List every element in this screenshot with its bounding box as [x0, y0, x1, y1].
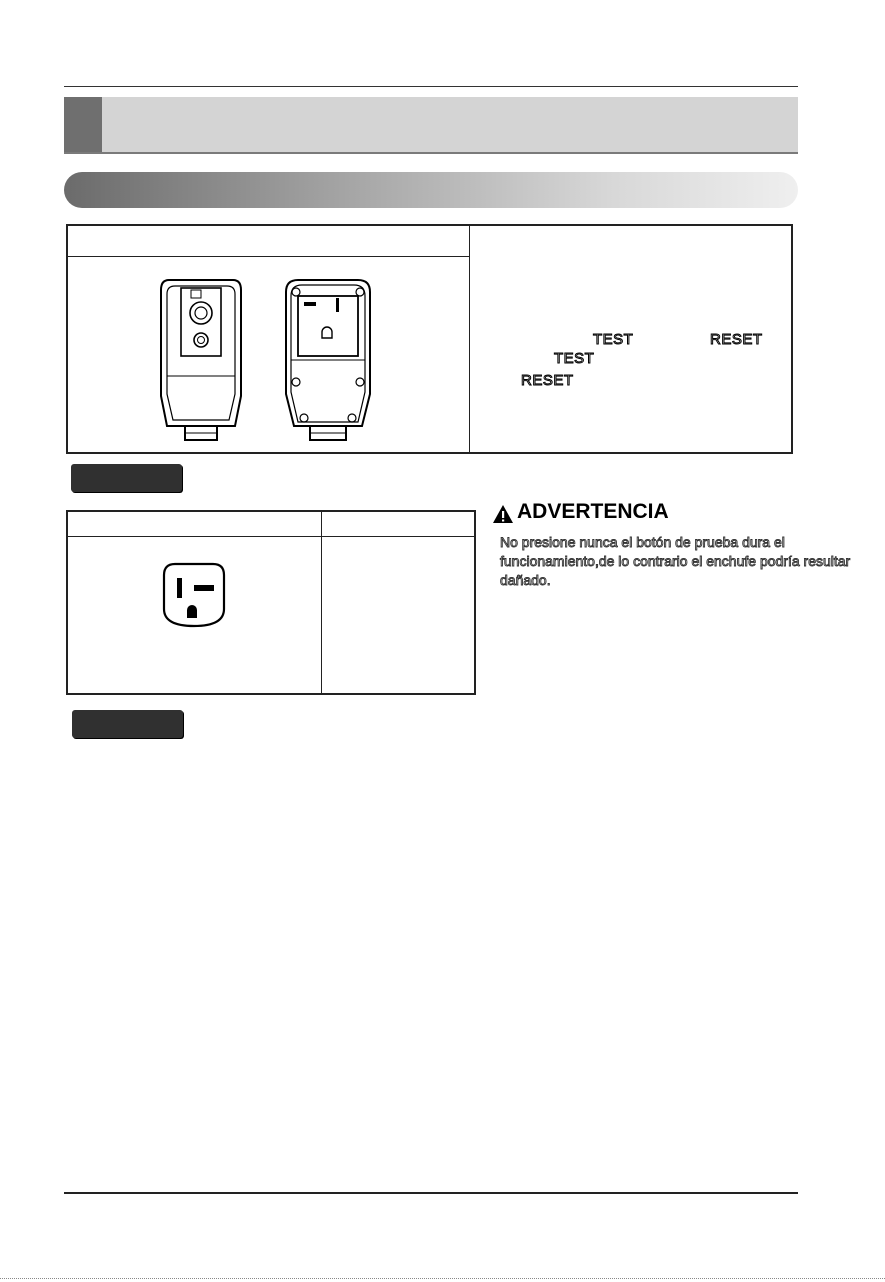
plug-box-divider-vertical — [469, 224, 470, 454]
bottom-rule — [64, 1192, 798, 1194]
warning-triangle-icon — [492, 504, 514, 524]
outlet-receptacle-illustration — [161, 561, 227, 629]
reset-label-1: RESET — [710, 331, 763, 348]
test-label-1: TEST — [593, 331, 634, 348]
warning-body: No presione nunca el botón de prueba dura el funcionamiento,de lo contrario el enchufe podría resultar dañado. — [500, 534, 851, 588]
outlet-table — [66, 510, 476, 695]
section-header-band — [64, 97, 798, 153]
reset-label-2: RESET — [521, 372, 574, 389]
plug-front-illustration — [155, 276, 247, 446]
plug-back-illustration — [282, 276, 374, 446]
section-header-underline — [64, 152, 798, 154]
top-rule — [64, 86, 798, 87]
subsection-pill-bar — [64, 172, 798, 208]
label-badge-2 — [72, 710, 183, 738]
test-label-2: TEST — [554, 350, 595, 367]
page-bottom-dotted-line — [0, 1278, 885, 1279]
warning-title: ADVERTENCIA — [517, 500, 669, 523]
label-badge-1 — [71, 464, 182, 492]
plug-box-divider-horizontal — [66, 256, 470, 257]
outlet-table-divider-vertical — [321, 510, 322, 695]
section-header-tab — [64, 97, 102, 153]
outlet-table-divider-horizontal — [66, 536, 476, 537]
